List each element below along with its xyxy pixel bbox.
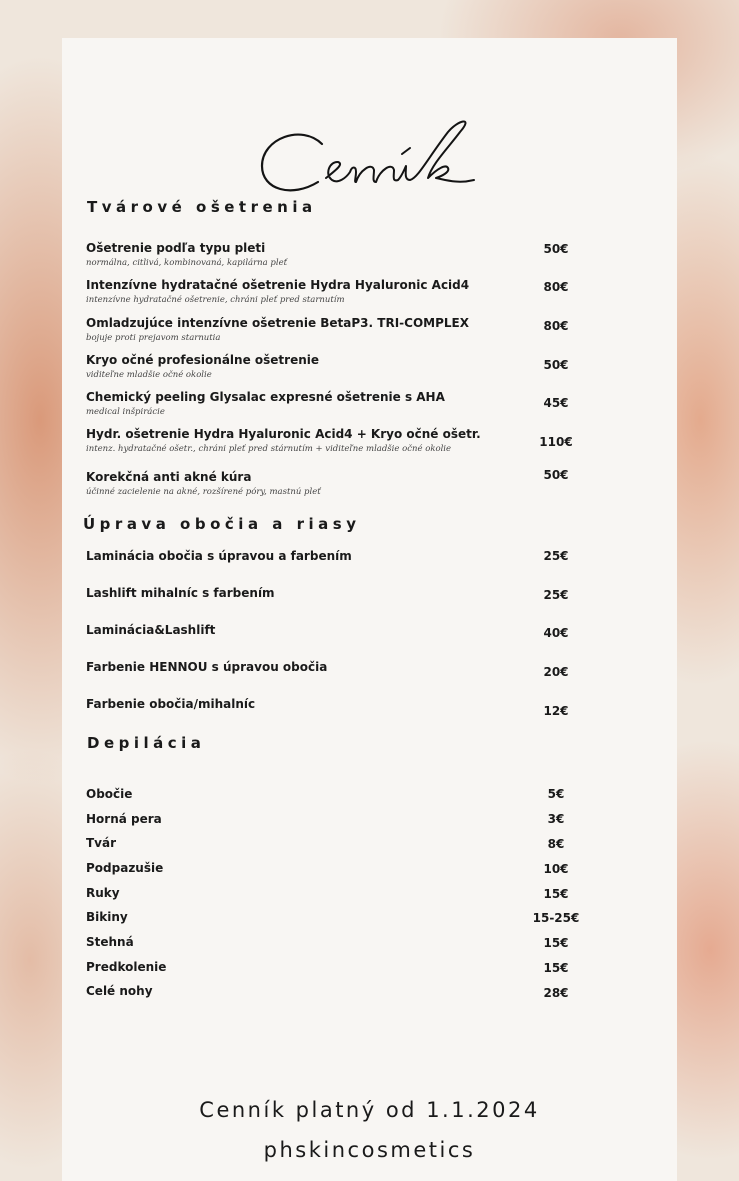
item-name: Korekčná anti akné kúra bbox=[86, 470, 252, 484]
price-item bbox=[86, 812, 556, 827]
item-name: Lashlift mihalníc s farbením bbox=[86, 586, 275, 600]
item-name: Tvár bbox=[86, 836, 117, 850]
item-name: Celé nohy bbox=[86, 984, 153, 998]
item-price: 15€ bbox=[543, 887, 569, 901]
item-price: 20€ bbox=[543, 665, 569, 679]
item-name: Hydr. ošetrenie Hydra Hyaluronic Acid4 + Kryo očné ošetr. bbox=[86, 427, 481, 441]
item-description: bojuje proti prejavom starnutia bbox=[86, 333, 221, 343]
price-item bbox=[86, 697, 556, 712]
item-name: Ruky bbox=[86, 886, 120, 900]
section-heading-facial: Tvárové ošetrenia bbox=[87, 198, 317, 216]
price-item bbox=[86, 836, 556, 851]
item-price: 50€ bbox=[543, 242, 569, 256]
item-price: 110€ bbox=[539, 435, 573, 449]
item-name: Horná pera bbox=[86, 812, 162, 826]
price-item bbox=[86, 427, 556, 455]
price-item bbox=[86, 861, 556, 876]
section-heading-brows: Úprava obočia a riasy bbox=[83, 515, 361, 533]
item-name: Farbenie obočia/mihalníc bbox=[86, 697, 256, 711]
item-name: Laminácia obočia s úpravou a farbením bbox=[86, 549, 352, 563]
item-description: intenz. hydratačné ošetr., chráni pleť pred stárnutím + viditeľne mladšie očné okolie bbox=[86, 444, 452, 454]
item-price: 25€ bbox=[543, 549, 569, 563]
price-item bbox=[86, 586, 556, 601]
price-item bbox=[86, 660, 556, 675]
price-item bbox=[86, 549, 556, 564]
item-price: 3€ bbox=[547, 812, 565, 826]
price-list-card bbox=[62, 38, 677, 1181]
item-price: 15-25€ bbox=[532, 911, 580, 925]
item-price: 12€ bbox=[543, 704, 569, 718]
item-name: Omladzujúce intenzívne ošetrenie BetaP3. TRI-COMPLEX bbox=[86, 316, 469, 330]
item-name: Kryo očné profesionálne ošetrenie bbox=[86, 353, 320, 367]
price-item bbox=[86, 316, 556, 344]
price-item bbox=[86, 984, 556, 999]
item-price: 5€ bbox=[547, 787, 565, 801]
item-price: 50€ bbox=[543, 358, 569, 372]
price-item bbox=[86, 353, 556, 381]
item-price: 80€ bbox=[543, 280, 569, 294]
item-description: viditeľne mladšie očné okolie bbox=[86, 370, 212, 380]
item-description: účinné zacielenie na akné, rozšírené póry, mastnú pleť bbox=[86, 487, 321, 497]
brand-name: phskincosmetics bbox=[263, 1138, 476, 1162]
item-price: 28€ bbox=[543, 986, 569, 1000]
price-item bbox=[86, 910, 556, 925]
price-item bbox=[86, 623, 556, 638]
item-price: 10€ bbox=[543, 862, 569, 876]
price-item bbox=[86, 470, 556, 498]
price-item bbox=[86, 278, 556, 306]
item-price: 15€ bbox=[543, 961, 569, 975]
item-name: Ošetrenie podľa typu pleti bbox=[86, 241, 266, 255]
item-price: 40€ bbox=[543, 626, 569, 640]
item-price: 50€ bbox=[543, 468, 569, 482]
item-name: Chemický peeling Glysalac expresné ošetrenie s AHA bbox=[86, 390, 445, 404]
item-description: intenzívne hydratačné ošetrenie, chráni pleť pred starnutím bbox=[86, 295, 345, 305]
item-price: 15€ bbox=[543, 936, 569, 950]
item-price: 45€ bbox=[543, 396, 569, 410]
item-price: 25€ bbox=[543, 588, 569, 602]
item-name: Podpazušie bbox=[86, 861, 164, 875]
price-item bbox=[86, 935, 556, 950]
item-name: Predkolenie bbox=[86, 960, 167, 974]
item-name: Intenzívne hydratačné ošetrenie Hydra Hyaluronic Acid4 bbox=[86, 278, 470, 292]
item-name: Stehná bbox=[86, 935, 134, 949]
price-item bbox=[86, 886, 556, 901]
item-description: normálna, citlivá, kombinovaná, kapilárna pleť bbox=[86, 258, 288, 268]
validity-note: Cenník platný od 1.1.2024 bbox=[199, 1098, 540, 1122]
item-description: medical inšpirácie bbox=[86, 407, 165, 417]
price-item bbox=[86, 960, 556, 975]
item-price: 8€ bbox=[547, 837, 565, 851]
section-heading-depilation: Depilácia bbox=[87, 734, 206, 752]
item-price: 80€ bbox=[543, 319, 569, 333]
item-name: Laminácia&Lashlift bbox=[86, 623, 216, 637]
item-name: Obočie bbox=[86, 787, 133, 801]
price-item bbox=[86, 787, 556, 802]
price-item bbox=[86, 390, 556, 418]
item-name: Bikiny bbox=[86, 910, 128, 924]
item-name: Farbenie HENNOU s úpravou obočia bbox=[86, 660, 328, 674]
price-item bbox=[86, 241, 556, 269]
